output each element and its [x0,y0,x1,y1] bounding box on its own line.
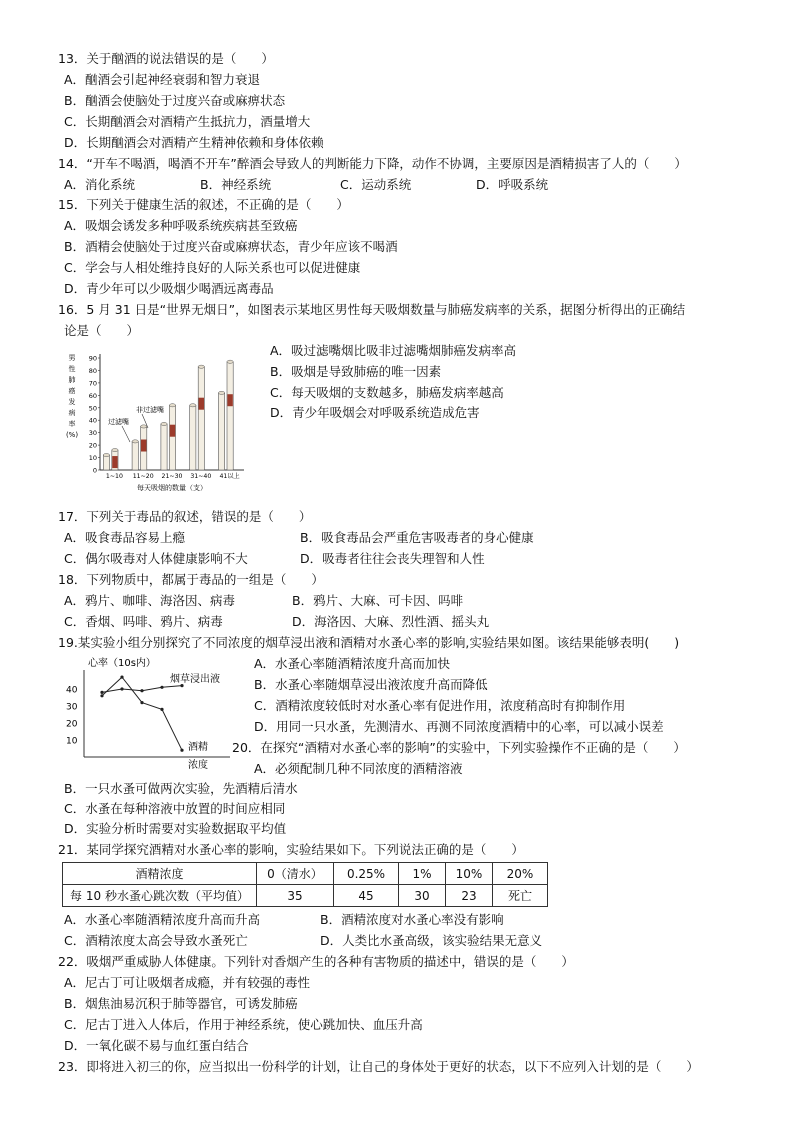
bar-band [112,456,117,468]
bar-chart-y-tick-label: 20 [88,441,97,450]
bar-chart-x-label: 每天吸烟的数量（支） [137,484,207,492]
q17-option-a: A．吸食毒品容易上瘾 [64,530,186,545]
bar-chart-x-tick-label: 31~40 [190,473,212,480]
line-chart-x-label-line1: 酒精 [188,742,208,753]
q18-option-c: C．香烟、吗啡、鸦片、病毒 [64,614,223,629]
bar-chart-y-tick-label: 90 [88,354,97,363]
q22-stem: 22．吸烟严重威胁人体健康。下列针对香烟产生的各种有害物质的描述中，错误的是（ ） [58,954,574,969]
q21-result-table [62,862,548,907]
q22-option-c: C．尼古丁进入人体后，作用于神经系统，使心跳加快、血压升高 [64,1017,423,1032]
bar-chart-y-tick-label: 50 [88,404,97,413]
line-point [100,694,103,697]
line-chart-y-tick-label: 40 [66,685,78,696]
table-header-cell: 酒精浓度 [63,863,257,885]
bar-chart-y-label-char: 率 [68,420,76,428]
q14-option-b: B．神经系统 [200,177,272,192]
line-chart-y-label: 心率（10s内） [88,658,156,669]
bar-chart-y-ticks [89,355,100,475]
series-label-non-filter: 非过滤嘴 [136,406,164,414]
bar-chart-y-tick-label: 70 [88,379,97,388]
bar-cap [161,422,167,425]
q22-option-b: B．烟焦油易沉积于肺等器官，可诱发肺癌 [64,996,298,1011]
line-series-alcohol [102,677,182,750]
q20-option-a: A．必须配制几种不同浓度的酒精溶液 [254,761,463,776]
heart-rate-line-chart [64,654,244,774]
q19-option-d: D．用同一只水蚤，先测清水、再测不同浓度酒精中的心率，可以减小误差 [254,719,664,734]
series-label-tobacco: 烟草浸出液 [170,674,220,685]
q18-stem: 18．下列物质中，都属于毒品的一组是（ ） [58,572,324,587]
table-header-cell: 1% [399,863,446,885]
bar-chart-y-tick-label: 30 [88,429,97,438]
bar-chart-bars [103,360,233,470]
bar-filter [161,424,167,470]
line-point [100,691,103,694]
bar-chart-y-tick-label: 60 [88,391,97,400]
line-point [140,689,143,692]
bar-non-filter [198,367,204,470]
bar-cap [103,453,109,456]
bar-chart-y-tick-label: 10 [88,454,97,463]
q13-option-d: D．长期酗酒会对酒精产生精神依赖和身体依赖 [64,135,324,150]
bar-cap [169,404,175,407]
q23-stem: 23．即将进入初三的你，应当拟出一份科学的计划，让自己的身体处于更好的状态，以下不应列入计划的是（ ） [58,1059,699,1074]
bar-chart-y-tick-label: 40 [88,416,97,425]
table-cell: 30 [399,885,446,907]
bar-cap [227,360,233,363]
bar-chart-y-label-char: 发 [68,398,76,406]
bar-filter [132,441,138,470]
line-chart-y-tick-label: 20 [66,719,78,730]
q16-stem-line2: 论是（ ） [64,323,140,338]
line-chart-x-label-line2: 浓度 [188,760,208,771]
bar-cap [219,391,225,394]
lung-cancer-bar-chart [64,344,264,496]
q20-option-d: D．实验分析时需要对实验数据取平均值 [64,821,287,836]
q17-option-d: D．吸毒者往往会丧失理智和人性 [300,551,485,566]
bar-chart-y-label [66,353,78,439]
q15-option-d: D．青少年可以少吸烟少喝酒远离毒品 [64,281,274,296]
series-label-filter: 过滤嘴 [108,418,129,426]
bar-chart-x-tick-label: 1~10 [105,473,123,480]
bar-non-filter [227,362,233,470]
q16-option-b: B．吸烟是导致肺癌的唯一因素 [270,364,442,379]
table-cell: 每 10 秒水蚤心跳次数（平均值） [63,885,257,907]
bar-chart-y-label-char: 癌 [68,387,76,395]
line-chart-series [100,676,183,752]
table-cell: 45 [334,885,399,907]
line-point [180,749,183,752]
line-point [120,687,123,690]
q22-option-a: A．尼古丁可让吸烟者成瘾，并有较强的毒性 [64,975,311,990]
bar-chart-y-label-char: 肺 [68,376,76,384]
table-header-row [63,863,548,885]
q20-option-c: C．水蚤在每种溶液中放置的时间应相同 [64,801,286,816]
bar-band [199,398,204,410]
bar-chart-y-label-char: 病 [68,409,76,417]
bar-filter [103,455,109,470]
q16-stem-line1: 16．5 月 31 日是“世界无烟日”，如图表示某地区男性每天吸烟数量与肺癌发病率的关系，据图分析得出的正确结 [58,302,686,317]
bar-band [170,425,175,437]
bar-cap [141,425,147,428]
bar-chart-y-tick-label: 0 [92,466,97,475]
q19-option-c: C．酒精浓度较低时对水蚤心率有促进作用，浓度稍高时有抑制作用 [254,698,626,713]
line-chart-y-tick-label: 30 [66,702,78,713]
q13-stem: 13．关于酗酒的说法错误的是（ ） [58,51,274,66]
q15-stem: 15．下列关于健康生活的叙述，不正确的是（ ） [58,197,349,212]
bar-cap [112,448,118,451]
table-row [63,885,548,907]
q13-option-c: C．长期酗酒会对酒精产生抵抗力，酒量增大 [64,114,311,129]
line-point [140,701,143,704]
bar-chart-x-tick-label: 41以上 [219,473,240,480]
line-chart-y-tick-label: 10 [66,736,78,747]
q14-stem: 14．“开车不喝酒，喝酒不开车”醉酒会导致人的判断能力下降，动作不协调，主要原因是酒精损害了人的（ ） [58,156,687,171]
q16-option-d: D．青少年吸烟会对呼吸系统造成危害 [270,405,480,420]
q14-option-a: A．消化系统 [64,177,136,192]
q20-option-b: B．一只水蚤可做两次实验，先酒精后清水 [64,781,298,796]
q17-stem: 17．下列关于毒品的叙述，错误的是（ ） [58,509,312,524]
q18-option-b: B．鸦片、大麻、可卡因、吗啡 [292,593,464,608]
q22-option-d: D．一氧化碳不易与血红蛋白结合 [64,1038,249,1053]
bar-chart-y-tick-label: 80 [88,366,97,375]
bar-filter [190,405,196,470]
q21-stem: 21．某同学探究酒精对水蚤心率的影响，实验结果如下。下列说法正确的是（ ） [58,842,524,857]
q15-option-b: B．酒精会使脑处于过度兴奋或麻痹状态，青少年应该不喝酒 [64,239,398,254]
q18-option-d: D．海洛因、大麻、烈性酒、摇头丸 [292,614,490,629]
bar-band [227,394,232,406]
q19-option-a: A．水蚤心率随酒精浓度升高而加快 [254,656,451,671]
table-cell: 死亡 [493,885,548,907]
line-point [120,676,123,679]
q14-option-d: D．呼吸系统 [476,177,549,192]
table-header-cell: 10% [446,863,493,885]
bar-chart-y-label-char: 男 [68,354,76,362]
q19-option-b: B．水蚤心率随烟草浸出液浓度升高而降低 [254,677,488,692]
bar-cap [132,440,138,443]
bar-filter [219,393,225,470]
bar-band [141,440,146,452]
q13-option-a: A．酗酒会引起神经衰弱和智力衰退 [64,72,261,87]
q16-option-a: A．吸过滤嘴烟比吸非过滤嘴烟肺癌发病率高 [270,343,517,358]
line-point [160,686,163,689]
q21-option-c: C．酒精浓度太高会导致水蚤死亡 [64,933,248,948]
bar-cap [198,365,204,368]
bar-non-filter [169,405,175,470]
q16-option-c: C．每天吸烟的支数越多，肺癌发病率越高 [270,385,504,400]
q21-option-b: B．酒精浓度对水蚤心率没有影响 [320,912,504,927]
bar-chart-y-label-char: 性 [68,365,76,373]
bar-chart-y-label-char: (%) [65,431,79,439]
table-header-cell: 0（清水） [257,863,334,885]
q15-option-a: A．吸烟会诱发多种呼吸系统疾病甚至致癌 [64,218,298,233]
q20-stem: 20．在探究“酒精对水蚤心率的影响”的实验中，下列实验操作不正确的是（ ） [232,740,686,755]
line-point [160,708,163,711]
q19-stem: 19.某实验小组分别探究了不同浓度的烟草浸出液和酒精对水蚤心率的影响,实验结果如图。该结果能够表明( ) [58,635,680,650]
line-chart-y-ticks [66,686,78,747]
q14-option-c: C．运动系统 [340,177,412,192]
bar-chart-x-ticks [106,472,240,480]
bar-chart-x-tick-label: 11~20 [132,473,154,480]
q17-option-c: C．偶尔吸毒对人体健康影响不大 [64,551,248,566]
q13-option-b: B．酗酒会使脑处于过度兴奋或麻痹状态 [64,93,286,108]
q15-option-c: C．学会与人相处维持良好的人际关系也可以促进健康 [64,260,361,275]
q17-option-b: B．吸食毒品会严重危害吸毒者的身心健康 [300,530,534,545]
table-cell: 35 [257,885,334,907]
q18-option-a: A．鸦片、咖啡、海洛因、病毒 [64,593,236,608]
table-header-cell: 20% [493,863,548,885]
series-label-filter-leader [122,426,130,442]
bar-cap [190,404,196,407]
q21-option-a: A．水蚤心率随酒精浓度升高而升高 [64,912,261,927]
bar-chart-x-tick-label: 21~30 [161,473,183,480]
table-cell: 23 [446,885,493,907]
q21-option-d: D．人类比水蚤高级，该实验结果无意义 [320,933,543,948]
table-header-cell: 0.25% [334,863,399,885]
